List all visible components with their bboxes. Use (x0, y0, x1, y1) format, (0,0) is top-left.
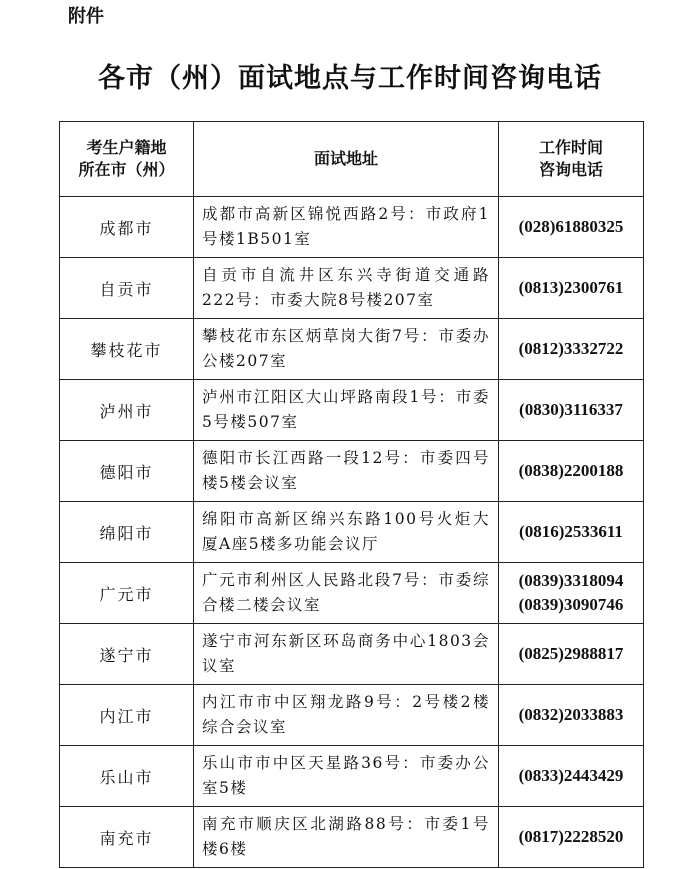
annex-label: 附件 (68, 6, 104, 27)
cell-phone (499, 807, 644, 868)
interview-location-table (59, 121, 644, 868)
phone-number: (0812)3332722 (518, 339, 624, 358)
cell-address: 泸州市江阳区大山坪路南段1号：市委5号楼507室 (194, 380, 499, 441)
table-row (60, 441, 644, 502)
cell-phone (499, 380, 644, 441)
phone-number: (0816)2533611 (519, 522, 623, 541)
cell-phone (499, 502, 644, 563)
cell-city: 自贡市 (60, 258, 194, 319)
cell-phone (499, 563, 644, 624)
phone-number: (0839)3318094 (518, 571, 624, 590)
table-row (60, 685, 644, 746)
cell-city: 攀枝花市 (60, 319, 194, 380)
cell-phone (499, 197, 644, 258)
table-row (60, 807, 644, 868)
cell-address: 乐山市市中区天星路36号：市委办公室5楼 (194, 746, 499, 807)
cell-phone (499, 258, 644, 319)
table-row (60, 197, 644, 258)
cell-phone (499, 624, 644, 685)
table-row (60, 319, 644, 380)
cell-address: 成都市高新区锦悦西路2号：市政府1号楼1B501室 (194, 197, 499, 258)
cell-city: 成都市 (60, 197, 194, 258)
phone-number: (028)61880325 (518, 217, 624, 236)
cell-city: 南充市 (60, 807, 194, 868)
header-city-line1: 考生户籍地 (86, 138, 167, 157)
header-phone (499, 122, 644, 197)
header-city (60, 122, 194, 197)
phone-number: (0813)2300761 (518, 278, 624, 297)
table-header-row (60, 122, 644, 197)
table-row (60, 380, 644, 441)
phone-number: (0830)3116337 (519, 400, 623, 419)
cell-address: 德阳市长江西路一段12号：市委四号楼5楼会议室 (194, 441, 499, 502)
cell-address: 内江市市中区翔龙路9号：2号楼2楼综合会议室 (194, 685, 499, 746)
phone-number: (0833)2443429 (518, 766, 624, 785)
table-row (60, 746, 644, 807)
cell-city: 内江市 (60, 685, 194, 746)
phone-number: (0825)2988817 (518, 644, 624, 663)
phone-number: (0832)2033883 (518, 705, 624, 724)
table-row (60, 258, 644, 319)
table-row (60, 563, 644, 624)
cell-address: 绵阳市高新区绵兴东路100号火炬大厦A座5楼多功能会议厅 (194, 502, 499, 563)
cell-address: 广元市利州区人民路北段7号：市委综合楼二楼会议室 (194, 563, 499, 624)
cell-city: 遂宁市 (60, 624, 194, 685)
page-title: 各市（州）面试地点与工作时间咨询电话 (98, 63, 602, 94)
cell-city: 广元市 (60, 563, 194, 624)
cell-address: 遂宁市河东新区环岛商务中心1803会议室 (194, 624, 499, 685)
table-row (60, 502, 644, 563)
cell-address: 攀枝花市东区炳草岗大街7号：市委办公楼207室 (194, 319, 499, 380)
cell-phone (499, 685, 644, 746)
table-body (60, 197, 644, 868)
cell-phone (499, 319, 644, 380)
table-row (60, 624, 644, 685)
cell-address: 南充市顺庆区北湖路88号：市委1号楼6楼 (194, 807, 499, 868)
header-phone-line1: 工作时间 (538, 138, 603, 157)
phone-number: (0838)2200188 (518, 461, 624, 480)
cell-city: 德阳市 (60, 441, 194, 502)
header-address: 面试地址 (194, 122, 499, 197)
cell-phone (499, 441, 644, 502)
phone-number: (0817)2228520 (518, 827, 624, 846)
cell-address: 自贡市自流井区东兴寺街道交通路222号：市委大院8号楼207室 (194, 258, 499, 319)
header-city-line2: 所在市（州） (78, 160, 175, 179)
cell-phone (499, 746, 644, 807)
cell-city: 绵阳市 (60, 502, 194, 563)
header-phone-line2: 咨询电话 (538, 160, 603, 179)
phone-number: (0839)3090746 (518, 595, 624, 614)
cell-city: 乐山市 (60, 746, 194, 807)
cell-city: 泸州市 (60, 380, 194, 441)
